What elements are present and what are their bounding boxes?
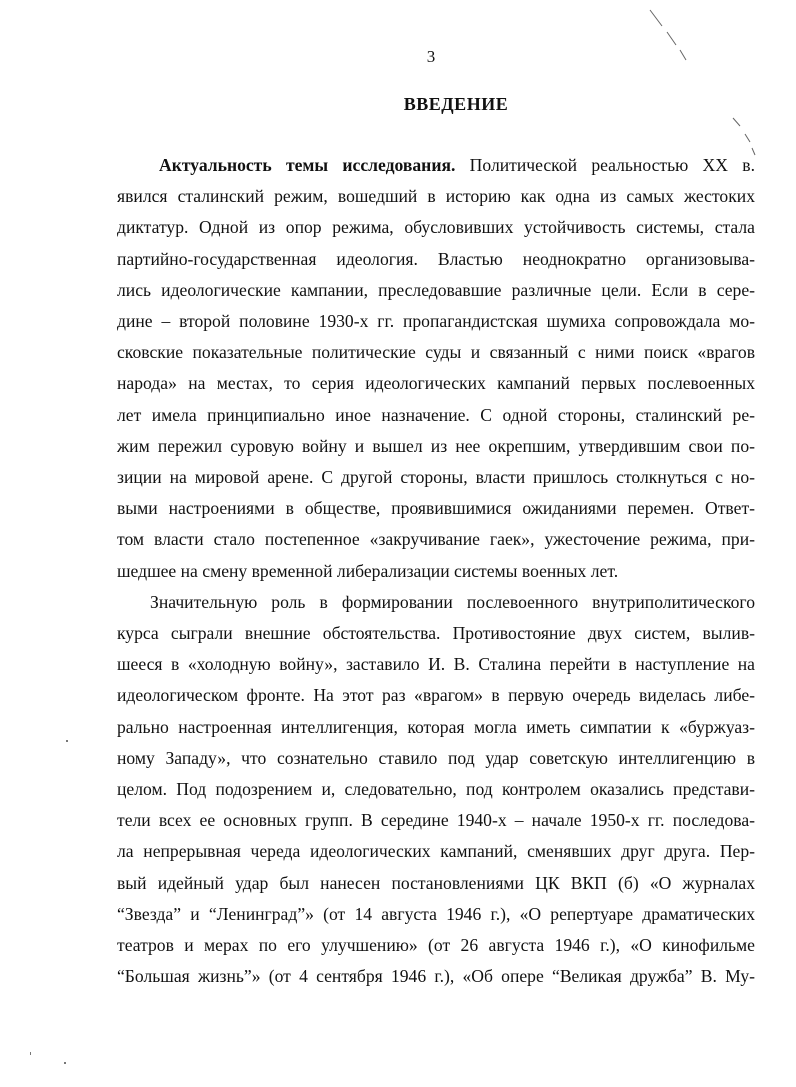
scan-mark [733,118,740,126]
paragraph-line: жим пережил суровую войну и вышел из нее окрепшим, утвердившим свои по- [117,435,755,456]
scan-mark [66,740,68,742]
paragraph-line: выми настроениями в обществе, проявившимися ожиданиями перемен. Ответ- [117,498,755,519]
paragraph-line: шедшее на смену временной либерализации системы военных лет. [117,560,619,581]
paragraph-line: диктатур. Одной из опор режима, обусловивших устойчивость системы, стала [117,217,755,238]
paragraph-line: Значительную роль в формировании послевоенного внутриполитического [150,591,755,612]
paragraph-line: курса сыграли внешние обстоятельства. Противостояние двух систем, вылив- [117,623,755,644]
section-heading: ВВЕДЕНИЕ [403,94,509,114]
scan-mark [745,134,750,142]
paragraph-line: театров и мерах по его улучшению» (от 26 августа 1946 г.), «О кинофильме [117,935,755,956]
paragraph-line: ному Западу», что сознательно ставило под удар советскую интеллигенцию в [117,747,755,768]
paragraph-line: сковские показательные политические суды и связанный с ними поиск «врагов [117,342,755,363]
paragraph-line: лись идеологические кампании, преследовавшие различные цели. Если в сере- [117,279,755,300]
paragraph-line: лет имела принципиально иное назначение. С одной стороны, сталинский ре- [117,404,755,425]
paragraph-line: целом. Под подозрением и, следовательно, под контролем оказались представи- [117,779,755,800]
scan-mark [650,10,662,26]
lead-line-rest: Политической реальностью XX в. [455,155,755,175]
paragraph-line: том власти стало постепенное «закручивание гаек», ужесточение режима, при- [117,529,755,550]
paragraph-1 [117,150,755,587]
paragraph-line: “Звезда” и “Ленинград”» (от 14 августа 1946 г.), «О репертуаре драматических [117,903,755,924]
paragraph-line: идеологическом фронте. На этот раз «врагом» в первую очередь виделась либе- [117,685,755,706]
paragraph-line: “Большая жизнь”» (от 4 сентября 1946 г.), «Об опере “Великая дружба” В. Му- [117,966,755,987]
scan-mark [64,1062,66,1064]
page-number: 3 [426,47,436,66]
body-text [117,150,755,992]
paragraph-line: народа» на местах, то серия идеологических кампаний первых послевоенных [117,373,755,394]
paragraph-2 [117,587,755,993]
paragraph-line [117,150,755,181]
paragraph-line: вый идейный удар был нанесен постановлениями ЦК ВКП (б) «О журналах [117,872,755,893]
paragraph-line: рально настроенная интеллигенция, которая могла иметь симпатии к «буржуаз- [117,716,755,737]
paragraph-line: партийно-государственная идеология. Властью неоднократно организовыва- [117,248,755,269]
paragraph-line: явился сталинский режим, вошедший в историю как одна из самых жестоких [117,186,755,207]
scan-mark [667,32,676,45]
lead-phrase: Актуальность темы исследования. [159,155,456,175]
paragraph-line: зиции на мировой арене. С другой стороны, власти пришлось столкнуться с но- [117,467,755,488]
paragraph-line: шееся в «холодную войну», заставило И. В. Сталина перейти в наступление на [117,654,755,675]
paragraph-line: дине – второй половине 1930-х гг. пропагандистская шумиха сопровождала мо- [117,311,755,332]
paragraph-line: ла непрерывная череда идеологических кампаний, сменявших друг друга. Пер- [117,841,755,862]
scan-mark [30,1052,31,1055]
paragraph-line: тели всех ее основных групп. В середине 1940-х – начале 1950-х гг. последова- [117,810,755,831]
